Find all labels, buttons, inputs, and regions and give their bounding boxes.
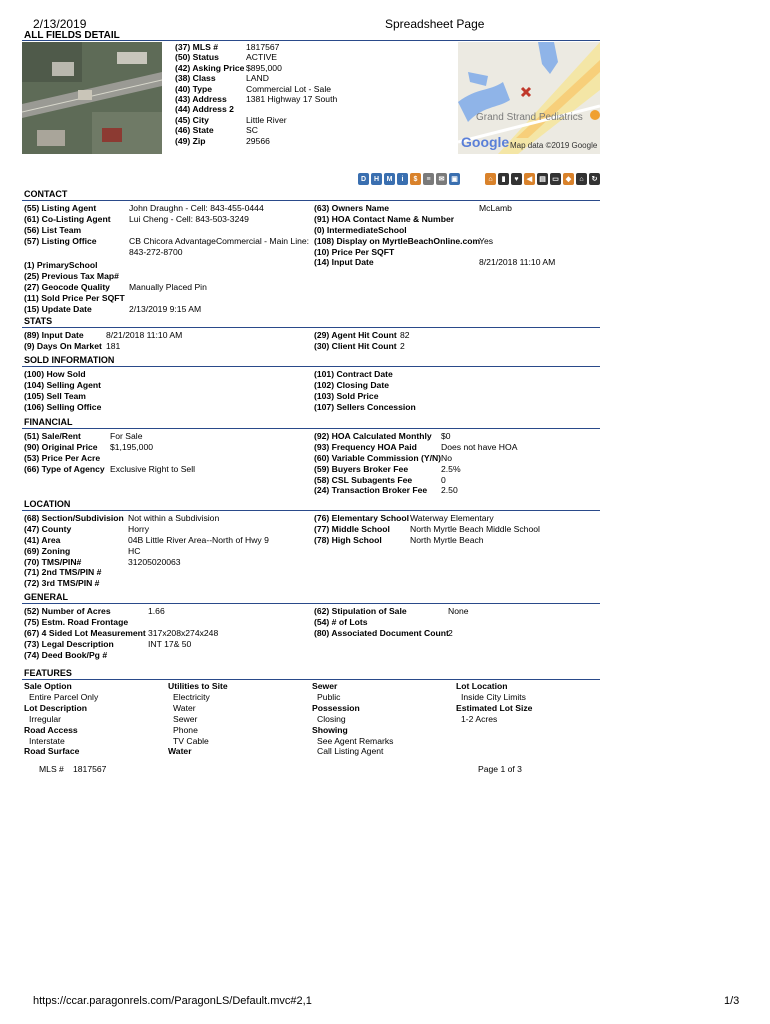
field-value: Waterway Elementary <box>410 513 494 523</box>
field-label: (59) Buyers Broker Fee <box>314 463 409 474</box>
section-left-column <box>24 513 309 589</box>
field-label: (89) Input Date <box>24 330 84 340</box>
field-row <box>314 330 604 341</box>
field-label: (57) Listing Office <box>24 235 97 246</box>
field-value: For Sale <box>110 431 143 441</box>
section-title-sold: SOLD INFORMATION <box>24 355 115 365</box>
field-row <box>24 567 309 578</box>
section-right-column <box>314 431 604 496</box>
field-value: 181 <box>106 340 121 351</box>
field-label: (29) Agent Hit Count <box>314 330 397 340</box>
field-row <box>24 402 309 413</box>
field-label: (24) Transaction Broker Fee <box>314 485 428 496</box>
field-row <box>314 214 604 225</box>
field-label: (60) Variable Commission (Y/N) <box>314 452 442 463</box>
field-row <box>24 330 309 341</box>
field-label: (44) Address 2 <box>175 104 234 115</box>
report-subtitle: ALL FIELDS DETAIL <box>24 30 120 41</box>
field-row <box>24 513 309 524</box>
feature-item: Public <box>317 691 341 702</box>
field-row <box>314 617 604 628</box>
field-row <box>24 391 309 402</box>
field-row <box>314 524 604 535</box>
feature-heading: Road Surface <box>24 746 80 757</box>
field-label: (78) High School <box>314 534 382 545</box>
feature-heading: Lot Location <box>456 681 508 691</box>
field-value: 2 <box>400 340 405 351</box>
field-label: (80) Associated Document Count <box>314 627 449 638</box>
field-label: (105) Sell Team <box>24 390 86 401</box>
footer-mls-value: 1817567 <box>73 764 107 774</box>
field-row <box>24 628 309 639</box>
field-label: (43) Address <box>175 93 227 104</box>
feature-heading: Lot Description <box>24 702 88 713</box>
field-label: (30) Client Hit Count <box>314 340 397 351</box>
print-page-number: 1/3 <box>724 995 740 1007</box>
field-value: Exclusive Right to Sell <box>110 463 196 474</box>
field-value: McLamb <box>479 203 512 213</box>
field-label: (104) Selling Agent <box>24 379 102 390</box>
section-left-column <box>24 606 309 660</box>
field-value: 8/21/2018 11:10 AM <box>106 330 183 340</box>
section-left-column <box>24 330 309 352</box>
field-label: (68) Section/Subdivision <box>24 513 124 523</box>
field-value: 82 <box>400 330 410 340</box>
section-title-contact: CONTACT <box>24 189 68 199</box>
field-row <box>24 271 309 282</box>
field-row <box>24 225 309 236</box>
field-label: (103) Sold Price <box>314 390 379 401</box>
field-label: (62) Stipulation of Sale <box>314 606 407 616</box>
field-row <box>24 546 309 557</box>
google-logo: Google <box>461 134 510 150</box>
field-label: (93) Frequency HOA Paid <box>314 441 417 452</box>
field-label: (10) Price Per SQFT <box>314 246 395 257</box>
field-row <box>24 639 309 650</box>
field-value: SC <box>246 125 258 136</box>
field-label: (52) Number of Acres <box>24 606 111 616</box>
field-value: Manually Placed Pin <box>129 282 207 293</box>
header-divider <box>22 40 600 41</box>
field-label: (9) Days On Market <box>24 340 102 351</box>
map-poi-label: Grand Strand Pediatrics <box>476 112 583 123</box>
list-icon[interactable]: ▤ <box>537 173 548 185</box>
field-row <box>24 203 309 214</box>
field-label: (63) Owners Name <box>314 203 389 213</box>
field-label: (61) Co-Listing Agent <box>24 213 111 224</box>
feature-item: Phone <box>173 724 198 735</box>
page-url[interactable]: https://ccar.paragonrels.com/ParagonLS/Default.mvc#2,1 <box>33 995 312 1007</box>
section-right-column <box>314 330 604 352</box>
feature-heading: Sewer <box>312 681 338 691</box>
features-column <box>456 681 596 725</box>
field-row <box>314 464 604 475</box>
field-value: 04B Little River Area--North of Hwy 9 <box>128 534 269 545</box>
section-right-column <box>314 369 604 413</box>
field-label: (42) Asking Price <box>175 62 245 73</box>
field-value: 29566 <box>246 135 270 146</box>
field-row <box>24 578 309 589</box>
field-value: Little River <box>246 114 287 125</box>
feature-item: 1-2 Acres <box>461 713 498 724</box>
section-right-column <box>314 203 604 268</box>
field-row <box>24 524 309 535</box>
map-poi-pin-icon <box>590 110 600 120</box>
field-row <box>24 282 309 293</box>
print-date: 2/13/2019 <box>33 17 87 31</box>
feature-item: Sewer <box>173 713 198 724</box>
section-divider <box>22 200 600 201</box>
section-title-stats: STATS <box>24 316 53 326</box>
section-divider <box>22 603 600 604</box>
field-label: (92) HOA Calculated Monthly <box>314 431 432 441</box>
field-label: (56) List Team <box>24 224 82 235</box>
field-value: 1.66 <box>148 606 165 616</box>
home-icon[interactable]: ⌂ <box>576 173 587 185</box>
field-value: $895,000 <box>246 62 282 73</box>
map-attribution: Map data ©2019 Google <box>510 141 598 150</box>
section-divider <box>22 327 600 328</box>
summary-row <box>175 125 445 135</box>
footer-mls-label: MLS # <box>39 764 64 774</box>
section-divider <box>22 679 600 680</box>
field-value: Commercial Lot - Sale <box>246 83 332 94</box>
summary-row <box>175 94 445 104</box>
field-label: (15) Update Date <box>24 304 92 315</box>
footer-page-number: Page 1 of 3 <box>478 764 522 774</box>
section-left-column <box>24 203 309 315</box>
field-row <box>314 236 604 247</box>
info-icon[interactable]: i <box>397 173 408 185</box>
aerial-photo[interactable] <box>22 42 162 154</box>
map-icon[interactable]: M <box>384 173 395 185</box>
field-row <box>24 380 309 391</box>
field-label: (50) Status <box>175 52 219 63</box>
listing-summary <box>175 42 445 146</box>
section-right-column <box>314 606 604 639</box>
field-label: (76) Elementary School <box>314 513 410 523</box>
field-label: (49) Zip <box>175 135 206 146</box>
field-value: Lui Cheng - Cell: 843-503-3249 <box>129 213 249 224</box>
history-icon[interactable]: H <box>371 173 382 185</box>
field-row <box>24 557 309 568</box>
field-row <box>24 293 309 304</box>
field-value: 1817567 <box>246 42 280 52</box>
doc-icon[interactable]: D <box>358 173 369 185</box>
field-label: (40) Type <box>175 83 213 94</box>
field-row <box>24 369 309 380</box>
field-label: (77) Middle School <box>314 523 390 534</box>
field-row <box>314 535 604 546</box>
summary-row <box>175 52 445 62</box>
field-label: (25) Previous Tax Map# <box>24 271 119 282</box>
feature-item: Water <box>173 702 196 713</box>
listing-toolbar-right <box>485 173 600 186</box>
summary-row <box>175 73 445 83</box>
field-row <box>314 203 604 214</box>
field-label: (66) Type of Agency <box>24 463 105 474</box>
section-divider <box>22 366 600 367</box>
field-row <box>24 247 309 258</box>
field-label: (71) 2nd TMS/PIN # <box>24 567 102 578</box>
field-label: (14) Input Date <box>314 257 374 268</box>
feature-heading: Utilities to Site <box>168 681 228 691</box>
cma-icon[interactable]: ◆ <box>563 173 574 185</box>
field-label: (67) 4 Sided Lot Measurement <box>24 627 146 638</box>
field-value: Does not have HOA <box>441 441 518 452</box>
section-title-general: GENERAL <box>24 592 69 602</box>
field-row <box>314 485 604 496</box>
email-icon[interactable]: ✉ <box>436 173 447 185</box>
field-value: John Draughn - Cell: 843-455-0444 <box>129 203 264 213</box>
feature-item: See Agent Remarks <box>317 735 394 746</box>
field-row <box>314 628 604 639</box>
field-value: Not within a Subdivision <box>128 513 220 523</box>
field-row <box>314 453 604 464</box>
card-icon[interactable]: ▭ <box>550 173 561 185</box>
section-left-column <box>24 369 309 413</box>
feature-heading: Possession <box>312 702 360 713</box>
field-value: $1,195,000 <box>110 441 154 452</box>
photo-icon[interactable]: ▣ <box>449 173 460 185</box>
refresh-icon[interactable]: ↻ <box>589 173 600 185</box>
favorite-icon[interactable]: ♥ <box>511 173 522 185</box>
field-row <box>24 617 309 628</box>
field-label: (47) County <box>24 523 72 534</box>
field-value: 317x208x274x248 <box>148 627 219 638</box>
field-label: (72) 3rd TMS/PIN # <box>24 578 100 589</box>
field-label: (45) City <box>175 114 209 125</box>
field-label: (91) HOA Contact Name & Number <box>314 213 455 224</box>
field-value: CB Chicora AdvantageCommercial - Main Line: <box>129 235 310 246</box>
field-label: (101) Contract Date <box>314 369 393 379</box>
field-label: (27) Geocode Quality <box>24 282 110 293</box>
field-row <box>314 606 604 617</box>
field-value: No <box>441 452 452 463</box>
section-title-financial: FINANCIAL <box>24 417 73 427</box>
field-row <box>24 606 309 617</box>
features-column <box>24 681 164 757</box>
field-row <box>24 453 309 464</box>
field-row <box>24 341 309 352</box>
feature-item: Irregular <box>29 713 61 724</box>
field-value: North Myrtle Beach <box>410 534 484 545</box>
field-label: (74) Deed Book/Pg # <box>24 649 108 660</box>
field-row <box>314 380 604 391</box>
listing-toolbar-left <box>358 173 460 186</box>
field-value: Horry <box>128 523 150 534</box>
field-row <box>24 236 309 247</box>
field-label: (55) Listing Agent <box>24 203 97 213</box>
field-row <box>314 247 604 258</box>
field-label: (70) TMS/PIN# <box>24 556 82 567</box>
feature-item: Interstate <box>29 735 65 746</box>
field-row <box>24 214 309 225</box>
summary-row <box>175 104 445 114</box>
field-value: Yes <box>479 235 494 246</box>
field-label: (53) Price Per Acre <box>24 452 101 463</box>
field-label: (102) Closing Date <box>314 379 389 390</box>
summary-row <box>175 84 445 94</box>
field-value: 31205020063 <box>128 556 181 567</box>
feature-item: Electricity <box>173 691 210 702</box>
summary-row <box>175 115 445 125</box>
field-label: (108) Display on MyrtleBeachOnline.com <box>314 235 481 246</box>
section-right-column <box>314 513 604 546</box>
feature-heading: Estimated Lot Size <box>456 702 533 713</box>
feature-item: Entire Parcel Only <box>29 691 99 702</box>
field-label: (54) # of Lots <box>314 616 368 627</box>
field-value: North Myrtle Beach Middle School <box>410 523 540 534</box>
page-title: Spreadsheet Page <box>385 17 485 31</box>
field-label: (107) Sellers Concession <box>314 401 416 412</box>
field-row <box>314 257 604 268</box>
section-divider <box>22 428 600 429</box>
field-label: (46) State <box>175 125 214 136</box>
report-icon[interactable]: ≡ <box>423 173 434 185</box>
field-row <box>314 513 604 524</box>
field-row <box>314 225 604 236</box>
field-value: 0 <box>441 474 446 485</box>
field-value: INT 17& 50 <box>148 638 192 649</box>
section-left-column <box>24 431 309 475</box>
field-row <box>24 650 309 661</box>
field-row <box>24 442 309 453</box>
field-row <box>314 369 604 380</box>
section-divider <box>22 510 600 511</box>
field-label: (73) Legal Description <box>24 638 114 649</box>
feature-heading: Road Access <box>24 724 78 735</box>
feature-heading: Water <box>168 746 192 757</box>
field-label: (11) Sold Price Per SQFT <box>24 293 125 304</box>
field-row <box>314 402 604 413</box>
feature-heading: Showing <box>312 724 348 735</box>
field-label: (41) Area <box>24 534 61 545</box>
field-value: 1381 Highway 17 South <box>246 93 338 104</box>
field-label: (75) Estm. Road Frontage <box>24 616 129 627</box>
field-row <box>24 464 309 475</box>
field-row <box>314 391 604 402</box>
feature-heading: Sale Option <box>24 681 72 691</box>
feature-item: Inside City Limits <box>461 691 526 702</box>
field-label: (69) Zoning <box>24 545 71 556</box>
field-row <box>314 341 604 352</box>
field-label: (38) Class <box>175 73 216 84</box>
feature-item: Call Listing Agent <box>317 746 384 757</box>
field-label: (90) Original Price <box>24 441 98 452</box>
field-label: (0) IntermediateSchool <box>314 224 407 235</box>
field-label: (37) MLS # <box>175 42 218 52</box>
features-column <box>168 681 308 757</box>
feature-item: TV Cable <box>173 735 209 746</box>
field-row <box>24 260 309 271</box>
print-icon[interactable]: ▮ <box>498 173 509 185</box>
field-row <box>314 431 604 442</box>
field-label: (106) Selling Office <box>24 401 102 412</box>
summary-row <box>175 42 445 52</box>
field-value: 843-272-8700 <box>129 246 183 257</box>
field-row <box>24 431 309 442</box>
field-label: (58) CSL Subagents Fee <box>314 474 413 485</box>
field-value: 2 <box>448 627 453 638</box>
field-row <box>24 535 309 546</box>
field-value: 2/13/2019 9:15 AM <box>129 304 202 315</box>
school-icon[interactable]: ⌂ <box>485 173 496 185</box>
field-value: 2.50 <box>441 485 458 496</box>
field-row <box>24 304 309 315</box>
location-map[interactable] <box>458 42 600 154</box>
field-row <box>314 442 604 453</box>
field-label: (1) PrimarySchool <box>24 260 98 271</box>
field-value: None <box>448 606 469 616</box>
field-value: 8/21/2018 11:10 AM <box>479 257 556 268</box>
field-value: HC <box>128 545 141 556</box>
tax-icon[interactable]: $ <box>410 173 421 185</box>
field-row <box>314 475 604 486</box>
summary-row <box>175 63 445 73</box>
feature-item: Closing <box>317 713 346 724</box>
field-value: $0 <box>441 431 451 441</box>
field-value: ACTIVE <box>246 52 278 63</box>
field-value: 2.5% <box>441 463 461 474</box>
section-title-features: FEATURES <box>24 668 72 678</box>
prev-icon[interactable]: ◀ <box>524 173 535 185</box>
field-label: (100) How Sold <box>24 369 86 379</box>
field-label: (51) Sale/Rent <box>24 431 81 441</box>
field-value: LAND <box>246 73 269 84</box>
section-title-location: LOCATION <box>24 499 71 509</box>
features-column <box>312 681 452 757</box>
summary-row <box>175 136 445 146</box>
